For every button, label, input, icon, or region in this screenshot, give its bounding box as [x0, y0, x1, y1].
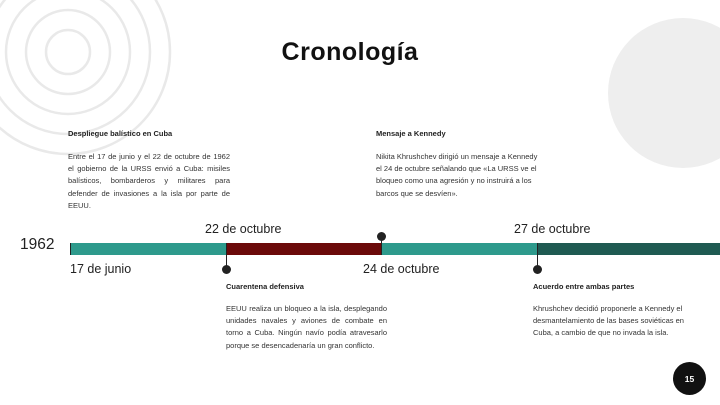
page-number-badge: 15 — [673, 362, 706, 395]
timeline-year: 1962 — [20, 236, 55, 253]
date-label-oct24: 24 de octubre — [363, 262, 440, 276]
timeline-segment-oct22-oct24 — [226, 243, 381, 255]
event-description-deployment: Entre el 17 de junio y el 22 de octubre de 1962 el gobierno de la URSS envió a Cuba: misiles balísticos, bombarderos y militares para defender de invasiones a la isla por parte de EEUU. — [68, 152, 230, 210]
timeline-dot-oct24 — [377, 232, 386, 241]
event-title-quarantine: Cuarentena defensiva — [226, 282, 304, 291]
date-label-oct27: 27 de octubre — [514, 222, 591, 236]
timeline-segment-oct24-oct27 — [381, 243, 537, 255]
event-title-agreement: Acuerdo entre ambas partes — [533, 282, 635, 291]
date-label-jun17: 17 de junio — [70, 262, 132, 276]
date-label-oct22: 22 de octubre — [205, 222, 282, 236]
concentric-rings-decoration — [0, 0, 200, 170]
timeline-tick-jun17 — [70, 243, 71, 255]
timeline-segment-after-oct27 — [537, 243, 720, 255]
timeline-segment-jun17-oct22 — [70, 243, 226, 255]
timeline-dot-oct27 — [533, 265, 542, 274]
slide-title: Cronología — [281, 38, 419, 66]
timeline-dot-oct22 — [222, 265, 231, 274]
event-description-agreement: Khrushchev decidió proponerle a Kennedy el desmantelamiento de las bases soviéticas en Cuba, a cambio de que no invada la isla. — [533, 304, 684, 338]
event-description-quarantine: EEUU realiza un bloqueo a la isla, desplegando unidades navales y aviones de combate en torno a Cuba. Ningún navío podía atravesarlo porque se desencadenaría un gran conflicto. — [226, 304, 387, 350]
event-description-message: Nikita Khrushchev dirigió un mensaje a Kennedy el 24 de octubre señalando que «La URSS ve el bloqueo como una agresión y no instruirá a los barcos que se desvíen». — [376, 152, 538, 198]
event-title-deployment: Despliegue balístico en Cuba — [68, 129, 173, 138]
event-title-message: Mensaje a Kennedy — [376, 129, 446, 138]
timeline-tick-oct27 — [537, 243, 538, 267]
timeline-tick-oct22 — [226, 243, 227, 267]
